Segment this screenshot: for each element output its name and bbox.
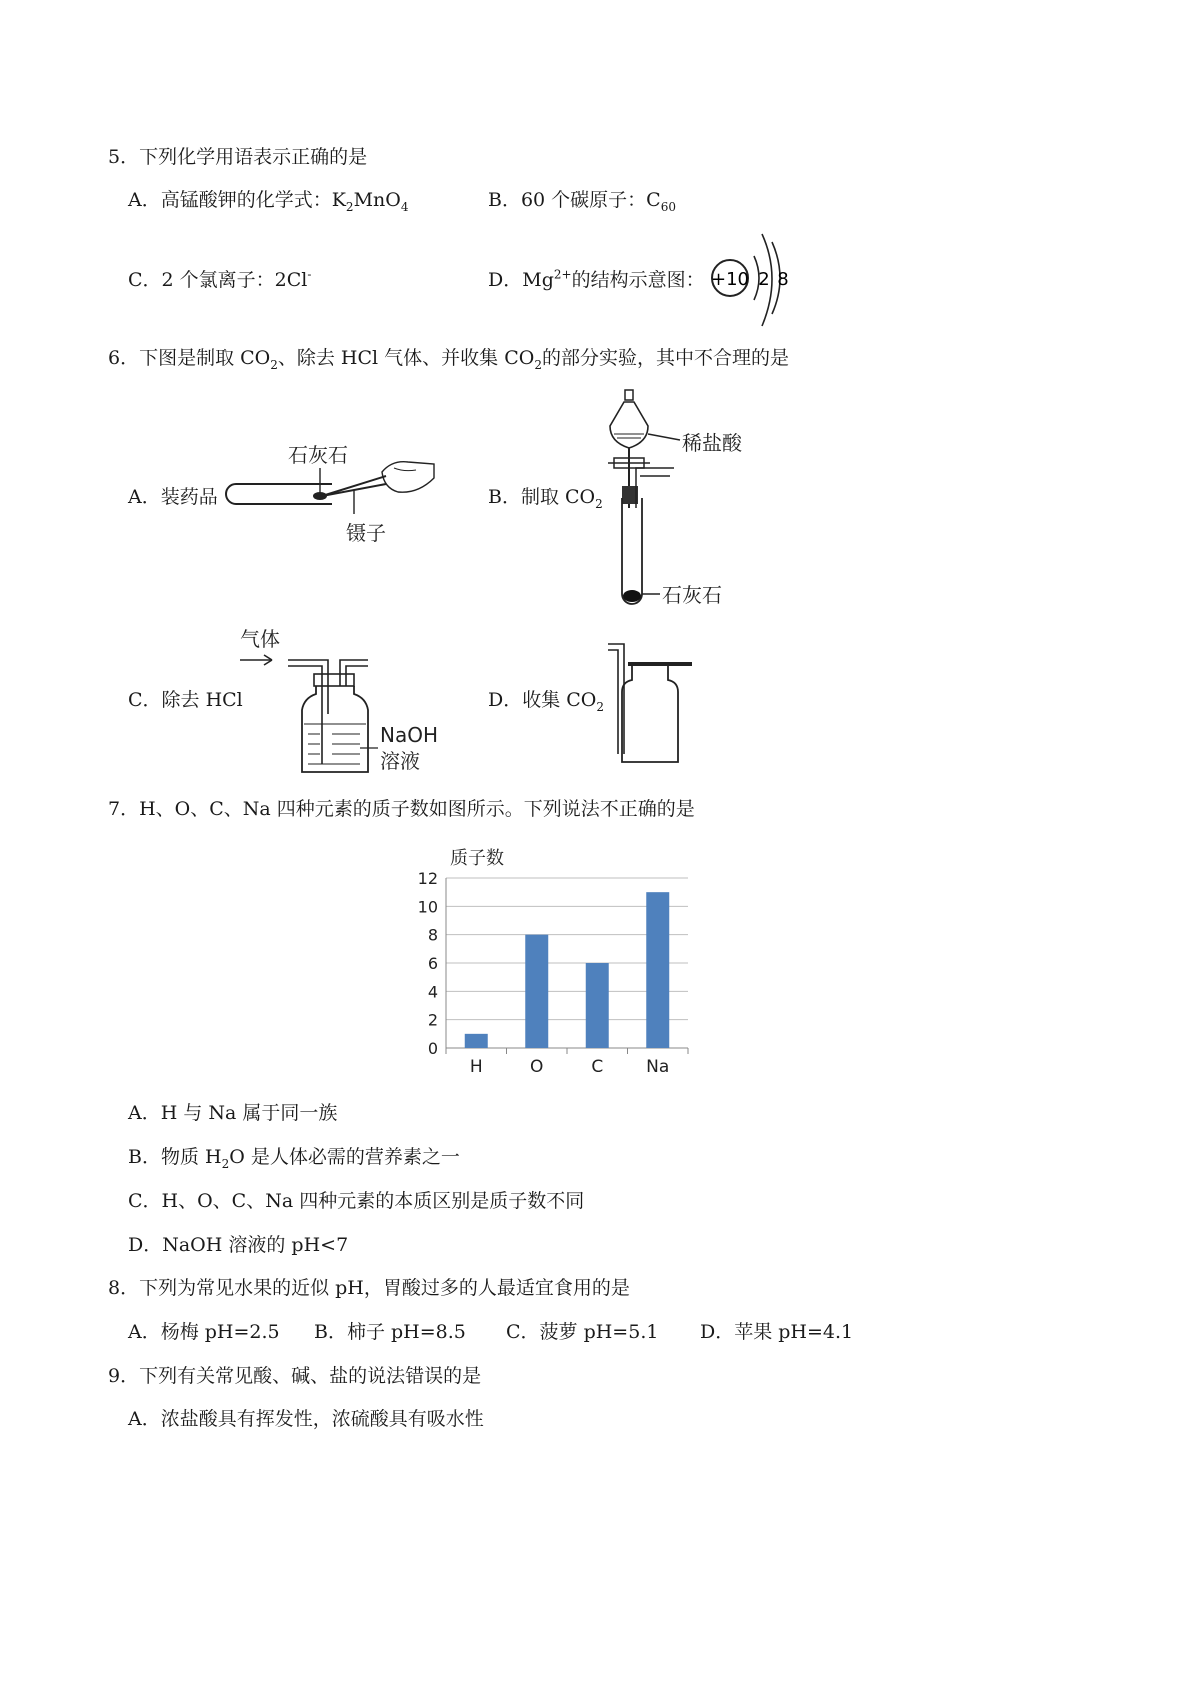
y-tick-label: 2: [427, 1010, 438, 1030]
q8-stem: 8．下列为常见水果的近似 pH，胃酸过多的人最适宜食用的是: [108, 1277, 630, 1299]
limestone-label-b: 石灰石: [662, 583, 722, 607]
shell2-electrons: 8: [777, 269, 789, 290]
bar-C: [586, 963, 609, 1048]
q6-option-d: D．收集 $CO_2$: [488, 689, 605, 714]
q8-option-c: C．菠萝 pH=5.1: [506, 1321, 659, 1343]
y-tick-label: 4: [427, 982, 438, 1002]
limestone-label: 石灰石: [288, 443, 348, 467]
x-tick-label: C: [591, 1057, 604, 1077]
bar-O: [525, 935, 548, 1048]
gas-label: 气体: [240, 627, 280, 651]
q8-option-a: A．杨梅 pH=2.5: [128, 1321, 280, 1343]
q5-stem: 5．下列化学用语表示正确的是: [108, 146, 368, 168]
x-tick-label: Na: [646, 1057, 670, 1077]
co2-generator-diagram: [600, 388, 760, 610]
bar-Na: [646, 892, 669, 1048]
q8-option-b: B．柿子 pH=8.5: [314, 1321, 466, 1343]
q6-option-b: B．制取 $CO_2$: [488, 486, 603, 511]
q7-option-c: C．H、O、C、Na 四种元素的本质区别是质子数不同: [128, 1190, 585, 1212]
q6-stem: 6．下图是制取 $CO_2$、除去 HCl 气体、并收集 $CO_2$的部分实验，其中不合理的是: [108, 347, 789, 372]
y-tick-label: 12: [417, 869, 438, 888]
bar-H: [465, 1034, 488, 1048]
x-tick-label: H: [469, 1057, 483, 1077]
nucleus-label: +10: [711, 269, 749, 290]
solution-label: 溶液: [380, 749, 420, 773]
q9-option-a: A．浓盐酸具有挥发性，浓硫酸具有吸水性: [128, 1408, 484, 1430]
gas-collecting-bottle-diagram: [606, 636, 696, 768]
tweezers-label: 镊子: [346, 521, 386, 545]
x-tick-label: O: [530, 1057, 544, 1077]
q5-option-b: B．60 个碳原子：$C_{60}$: [488, 189, 676, 214]
y-tick-label: 10: [417, 897, 438, 917]
q7-option-a: A．H 与 Na 属于同一族: [128, 1102, 338, 1124]
chart-ylabel: 质子数: [450, 848, 504, 869]
naoh-label: NaOH: [380, 723, 438, 747]
atom-structure-diagram: [706, 230, 806, 330]
q7-stem: 7．H、O、C、Na 四种元素的质子数如图所示。下列说法不正确的是: [108, 798, 695, 820]
q7-option-d: D．NaOH 溶液的 pH<7: [128, 1234, 349, 1256]
q9-stem: 9．下列有关常见酸、碱、盐的说法错误的是: [108, 1365, 482, 1387]
y-tick-label: 6: [427, 954, 438, 973]
q6-option-c: C．除去 HCl: [128, 689, 243, 711]
test-tube-loading-diagram: [222, 438, 440, 550]
q5-option-d: D．$Mg^{2+}$的结构示意图：: [488, 267, 705, 291]
y-tick-label: 0: [427, 1039, 438, 1058]
q8-option-d: D．苹果 pH=4.1: [700, 1321, 854, 1343]
q5-option-c: C．2 个氯离子：2Cl-: [128, 267, 312, 291]
q5-option-a: A．高锰酸钾的化学式：$K_2MnO_4$: [128, 189, 409, 214]
shell1-electrons: 2: [758, 269, 770, 290]
y-tick-label: 8: [427, 925, 438, 945]
proton-number-bar-chart: [410, 842, 700, 1082]
q6-option-a: A．装药品: [128, 486, 218, 508]
q7-option-b: B．物质 $H_2O$ 是人体必需的营养素之一: [128, 1146, 460, 1171]
gas-washing-bottle-diagram: [236, 624, 446, 780]
acid-label: 稀盐酸: [682, 431, 742, 455]
